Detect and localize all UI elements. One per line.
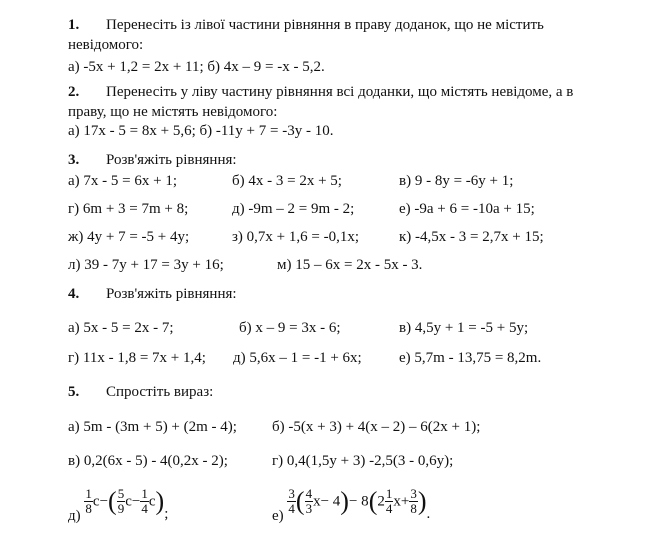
- task-4-item-a: а) 5x - 5 = 2x - 7;: [68, 320, 174, 336]
- task-3-title: Розв'яжіть рівняння:: [106, 152, 237, 168]
- task-2-item: а) 17x - 5 = 8x + 5,6; б) -11y + 7 = -3y - 10.: [68, 123, 334, 139]
- item-d-label: д): [68, 507, 81, 524]
- task-3-number: 3.: [68, 152, 80, 168]
- task-3-item-b: б) 4x - 3 = 2x + 5;: [232, 173, 342, 189]
- task-1-item: а) -5x + 1,2 = 2x + 11; б) 4x – 9 = -x - 5,2.: [68, 59, 325, 75]
- item-e-label: е): [272, 507, 284, 524]
- task-1-number: 1.: [68, 17, 80, 33]
- task-5-title: Спростіть вираз:: [106, 384, 214, 400]
- fraction-4-3: $\frac{4}{3}$: [305, 486, 313, 516]
- close-paren: ): [155, 486, 165, 516]
- task-5-number: 5.: [68, 384, 80, 400]
- fraction-3-8: $\frac{3}{8}$: [410, 486, 417, 516]
- task-3-item-e: е) -9a + 6 = -10a + 15;: [399, 201, 535, 217]
- task-4-item-e: е) 5,7m - 13,75 = 8,2m.: [399, 350, 542, 366]
- task-5-item-d: д) $\frac{1}{8}$ c−( $\frac{5}{9}$ c− $\frac{1}{4}$ c);: [68, 486, 169, 524]
- task-3-item-v: в) 9 - 8y = -6y + 1;: [399, 173, 514, 189]
- task-4-number: 4.: [68, 286, 80, 302]
- task-2-title-cont: праву, що не містять невідомого:: [68, 104, 278, 120]
- task-5-item-e: е) $\frac{3}{4}$ ( $\frac{4}{3}$ x− 4)− 8(2 $\frac{1}{4}$ x+ $\frac{3}{8}$ ).: [272, 486, 431, 524]
- task-3-item-l: л) 39 - 7y + 17 = 3y + 16;: [68, 257, 224, 273]
- task-3-item-zh: ж) 4y + 7 = -5 + 4y;: [68, 229, 190, 245]
- task-1-title-cont: невідомого:: [68, 37, 144, 53]
- task-4-item-g: г) 11x - 1,8 = 7x + 1,4;: [68, 350, 206, 366]
- task-3-item-k: к) -4,5x - 3 = 2,7x + 15;: [399, 229, 544, 245]
- task-4-item-b: б) x – 9 = 3x - 6;: [239, 320, 341, 336]
- task-4-item-v: в) 4,5y + 1 = -5 + 5y;: [399, 320, 529, 336]
- task-3-item-d: д) -9m – 2 = 9m - 2;: [232, 201, 355, 217]
- task-5-item-g: г) 0,4(1,5y + 3) -2,5(3 - 0,6y);: [272, 453, 454, 469]
- task-3-item-m: м) 15 – 6x = 2x - 5x - 3.: [277, 257, 423, 273]
- task-1-title: Перенесіть із лівої частини рівняння в праву доданок, що не містить: [106, 17, 544, 33]
- open-paren: (: [108, 486, 117, 516]
- task-3-item-a: а) 7x - 5 = 6x + 1;: [68, 173, 177, 189]
- task-5-item-v: в) 0,2(6x - 5) - 4(0,2x - 2);: [68, 453, 228, 469]
- task-2-number: 2.: [68, 84, 80, 100]
- fraction-5-9: $\frac{5}{9}$: [117, 486, 125, 516]
- task-5-item-a: а) 5m - (3m + 5) + (2m - 4);: [68, 419, 237, 435]
- task-4-item-d: д) 5,6x – 1 = -1 + 6x;: [233, 350, 362, 366]
- fraction-3-4: $\frac{3}{4}$: [288, 486, 295, 516]
- fraction-1-8: $\frac{1}{8}$: [85, 486, 92, 516]
- fraction-1-4: $\frac{1}{4}$: [385, 486, 393, 516]
- task-3-item-z: з) 0,7x + 1,6 = -0,1x;: [232, 229, 360, 245]
- fraction-1-4: $\frac{1}{4}$: [141, 486, 148, 516]
- task-3-item-g: г) 6m + 3 = 7m + 8;: [68, 201, 189, 217]
- task-4-title: Розв'яжіть рівняння:: [106, 286, 237, 302]
- task-2-title: Перенесіть у ліву частину рівняння всі доданки, що містять невідоме, а в: [106, 84, 574, 100]
- task-5-item-b: б) -5(x + 3) + 4(x – 2) – 6(2x + 1);: [272, 419, 481, 435]
